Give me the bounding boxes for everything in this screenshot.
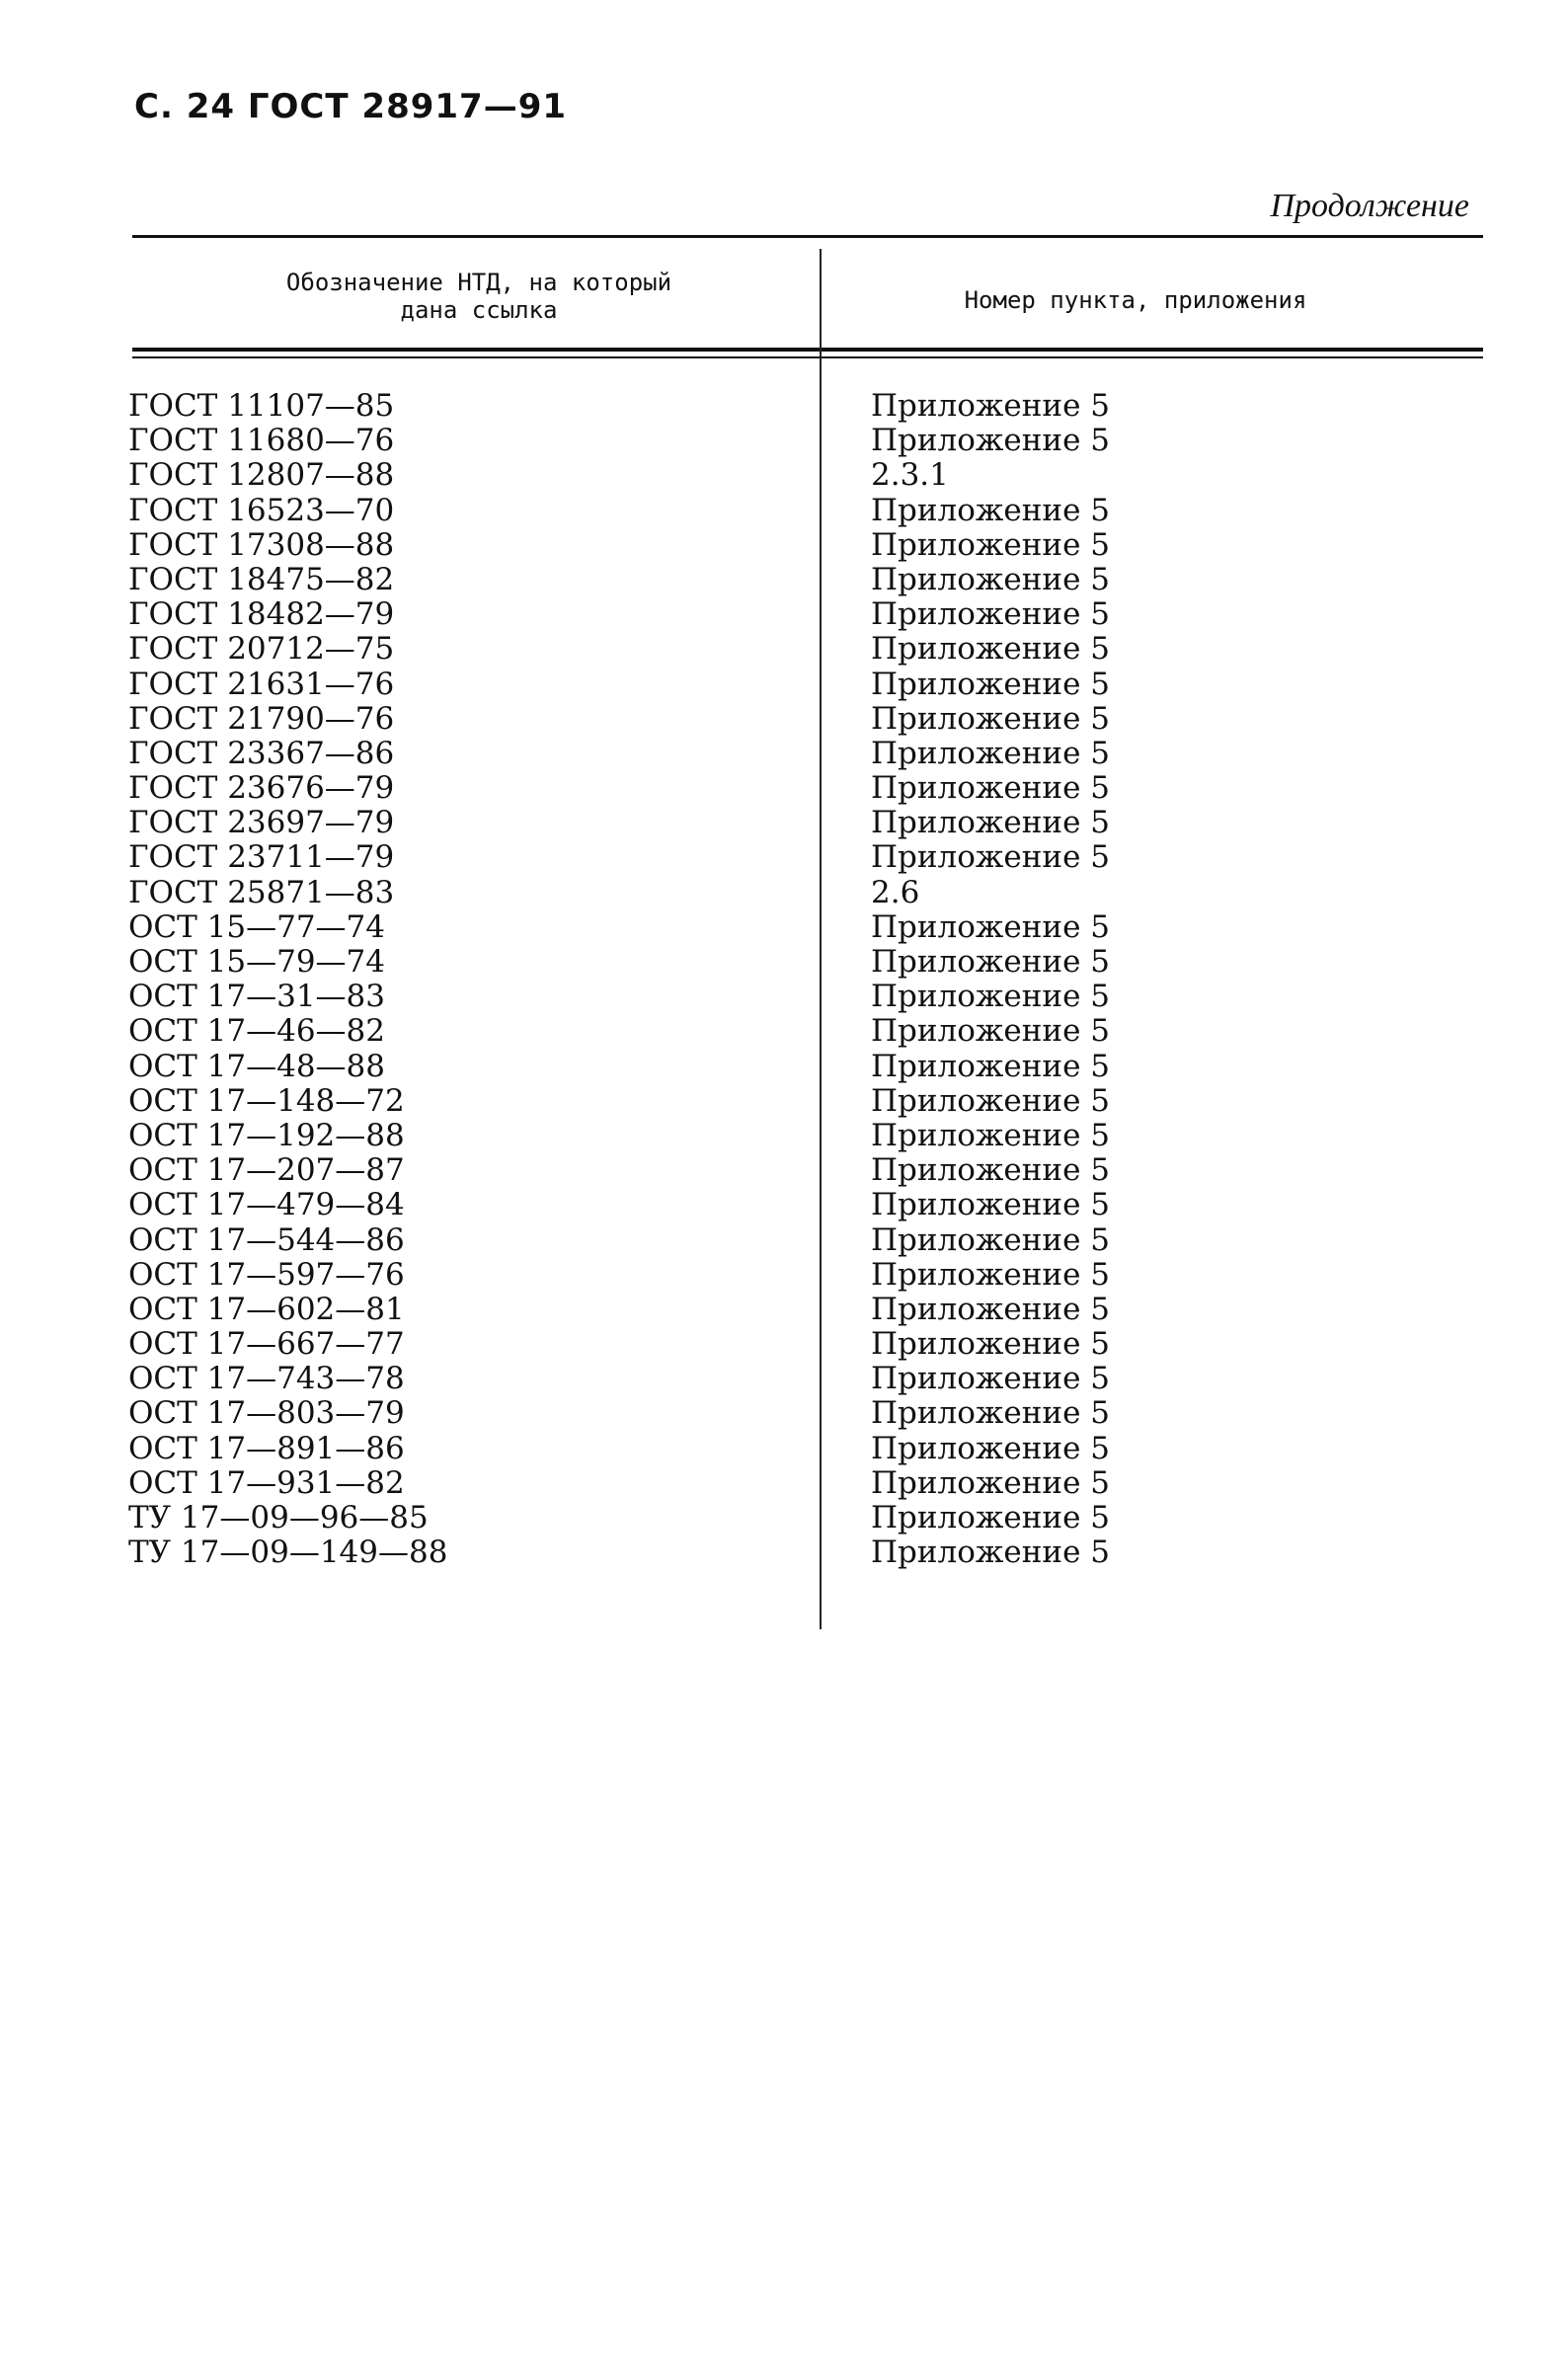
reference-designation: ГОСТ 18475—82 xyxy=(128,561,395,597)
reference-designation: ГОСТ 23697—79 xyxy=(128,805,395,841)
reference-designation: ОСТ 17—544—86 xyxy=(128,1221,405,1258)
continuation-label: Продолжение xyxy=(1270,188,1469,224)
reference-designation: ОСТ 17—192—88 xyxy=(128,1117,405,1153)
clause-number: Приложение 5 xyxy=(871,908,1111,945)
table-row xyxy=(128,806,1471,840)
reference-designation: ОСТ 17—148—72 xyxy=(128,1082,405,1119)
reference-designation: ОСТ 17—597—76 xyxy=(128,1256,405,1293)
reference-designation: ОСТ 17—667—77 xyxy=(128,1326,405,1363)
table-row xyxy=(128,1084,1471,1119)
table-row xyxy=(128,945,1471,980)
clause-number: Приложение 5 xyxy=(871,1013,1111,1050)
page-header: С. 24 ГОСТ 28917—91 xyxy=(134,87,568,126)
clause-number: 2.6 xyxy=(871,874,920,910)
table-row xyxy=(128,1188,1471,1222)
clause-number: Приложение 5 xyxy=(871,423,1111,459)
reference-designation: ГОСТ 25871—83 xyxy=(128,874,395,910)
reference-designation: ГОСТ 11680—76 xyxy=(128,423,395,459)
clause-number: Приложение 5 xyxy=(871,596,1111,633)
table-row xyxy=(128,458,1471,493)
reference-designation: ГОСТ 16523—70 xyxy=(128,492,395,528)
reference-designation: ОСТ 15—77—74 xyxy=(128,908,386,945)
clause-number: Приложение 5 xyxy=(871,631,1111,668)
table-row xyxy=(128,389,1471,424)
reference-designation: ОСТ 17—803—79 xyxy=(128,1395,405,1432)
table-row xyxy=(128,876,1471,910)
table-row xyxy=(128,1466,1471,1501)
clause-number: Приложение 5 xyxy=(871,805,1111,841)
clause-number: Приложение 5 xyxy=(871,1361,1111,1397)
table-row xyxy=(128,1327,1471,1362)
reference-designation: ОСТ 17—602—81 xyxy=(128,1291,405,1327)
clause-number: Приложение 5 xyxy=(871,1152,1111,1189)
clause-number: Приложение 5 xyxy=(871,526,1111,563)
clause-number: Приложение 5 xyxy=(871,735,1111,771)
clause-number: Приложение 5 xyxy=(871,1256,1111,1293)
reference-designation: ОСТ 15—79—74 xyxy=(128,944,386,980)
clause-number: Приложение 5 xyxy=(871,1082,1111,1119)
clause-number: Приложение 5 xyxy=(871,944,1111,980)
column-header-reference: Обозначение НТД, на который дана ссылка xyxy=(285,269,672,324)
reference-designation: ГОСТ 20712—75 xyxy=(128,631,395,668)
clause-number: Приложение 5 xyxy=(871,1464,1111,1501)
clause-number: Приложение 5 xyxy=(871,1500,1111,1535)
table-row xyxy=(128,771,1471,806)
table-row xyxy=(128,1432,1471,1466)
header-bottom-rule xyxy=(132,348,1483,352)
table-row xyxy=(128,1223,1471,1258)
table-row xyxy=(128,702,1471,737)
table-row xyxy=(128,737,1471,771)
table-row xyxy=(128,910,1471,945)
clause-number: Приложение 5 xyxy=(871,770,1111,807)
header-bottom-rule-thin xyxy=(132,356,1483,358)
table-row xyxy=(128,1153,1471,1188)
clause-number: Приложение 5 xyxy=(871,1326,1111,1363)
clause-number: Приложение 5 xyxy=(871,1395,1111,1432)
clause-number: Приложение 5 xyxy=(871,492,1111,528)
reference-designation: ГОСТ 21790—76 xyxy=(128,700,395,737)
table-top-rule xyxy=(132,235,1483,238)
reference-designation: ОСТ 17—207—87 xyxy=(128,1152,405,1189)
reference-designation: ГОСТ 11107—85 xyxy=(128,388,395,424)
column-header-clause: Номер пункта, приложения xyxy=(964,286,1307,314)
table-row xyxy=(128,980,1471,1014)
table-row xyxy=(128,840,1471,875)
clause-number: Приложение 5 xyxy=(871,1048,1111,1084)
reference-designation: ГОСТ 21631—76 xyxy=(128,666,395,702)
reference-designation: ОСТ 17—479—84 xyxy=(128,1187,405,1223)
clause-number: Приложение 5 xyxy=(871,1430,1111,1466)
table-row xyxy=(128,1258,1471,1293)
clause-number: Приложение 5 xyxy=(871,1535,1111,1571)
table-row xyxy=(128,1535,1471,1570)
table-row xyxy=(128,597,1471,632)
table-row xyxy=(128,1050,1471,1084)
clause-number: Приложение 5 xyxy=(871,979,1111,1015)
reference-designation: ОСТ 17—743—78 xyxy=(128,1361,405,1397)
table-row xyxy=(128,528,1471,563)
reference-designation: ГОСТ 23676—79 xyxy=(128,770,395,807)
table-row xyxy=(128,563,1471,597)
table-row xyxy=(128,1119,1471,1153)
reference-designation: ОСТ 17—891—86 xyxy=(128,1430,405,1466)
reference-designation: ОСТ 17—46—82 xyxy=(128,1013,386,1050)
table-row xyxy=(128,632,1471,667)
reference-designation: ОСТ 17—931—82 xyxy=(128,1464,405,1501)
clause-number: Приложение 5 xyxy=(871,1291,1111,1327)
reference-designation: ОСТ 17—31—83 xyxy=(128,979,386,1015)
clause-number: Приложение 5 xyxy=(871,388,1111,424)
reference-designation: ТУ 17—09—96—85 xyxy=(128,1500,429,1535)
clause-number: Приложение 5 xyxy=(871,1117,1111,1153)
clause-number: Приложение 5 xyxy=(871,839,1111,876)
reference-designation: ГОСТ 23367—86 xyxy=(128,735,395,771)
clause-number: 2.3.1 xyxy=(871,457,949,494)
table-row xyxy=(128,668,1471,702)
table-row xyxy=(128,1501,1471,1535)
reference-designation: ГОСТ 12807—88 xyxy=(128,457,395,494)
reference-designation: ТУ 17—09—149—88 xyxy=(128,1535,448,1571)
clause-number: Приложение 5 xyxy=(871,1187,1111,1223)
reference-designation: ГОСТ 23711—79 xyxy=(128,839,395,876)
table-row xyxy=(128,1293,1471,1327)
table-row xyxy=(128,494,1471,528)
clause-number: Приложение 5 xyxy=(871,700,1111,737)
table-row xyxy=(128,1396,1471,1431)
reference-designation: ОСТ 17—48—88 xyxy=(128,1048,386,1084)
clause-number: Приложение 5 xyxy=(871,1221,1111,1258)
reference-designation: ГОСТ 17308—88 xyxy=(128,526,395,563)
clause-number: Приложение 5 xyxy=(871,666,1111,702)
table-row xyxy=(128,1362,1471,1396)
reference-table-body xyxy=(128,389,1471,1570)
reference-designation: ГОСТ 18482—79 xyxy=(128,596,395,633)
table-row xyxy=(128,424,1471,458)
table-row xyxy=(128,1014,1471,1049)
clause-number: Приложение 5 xyxy=(871,561,1111,597)
